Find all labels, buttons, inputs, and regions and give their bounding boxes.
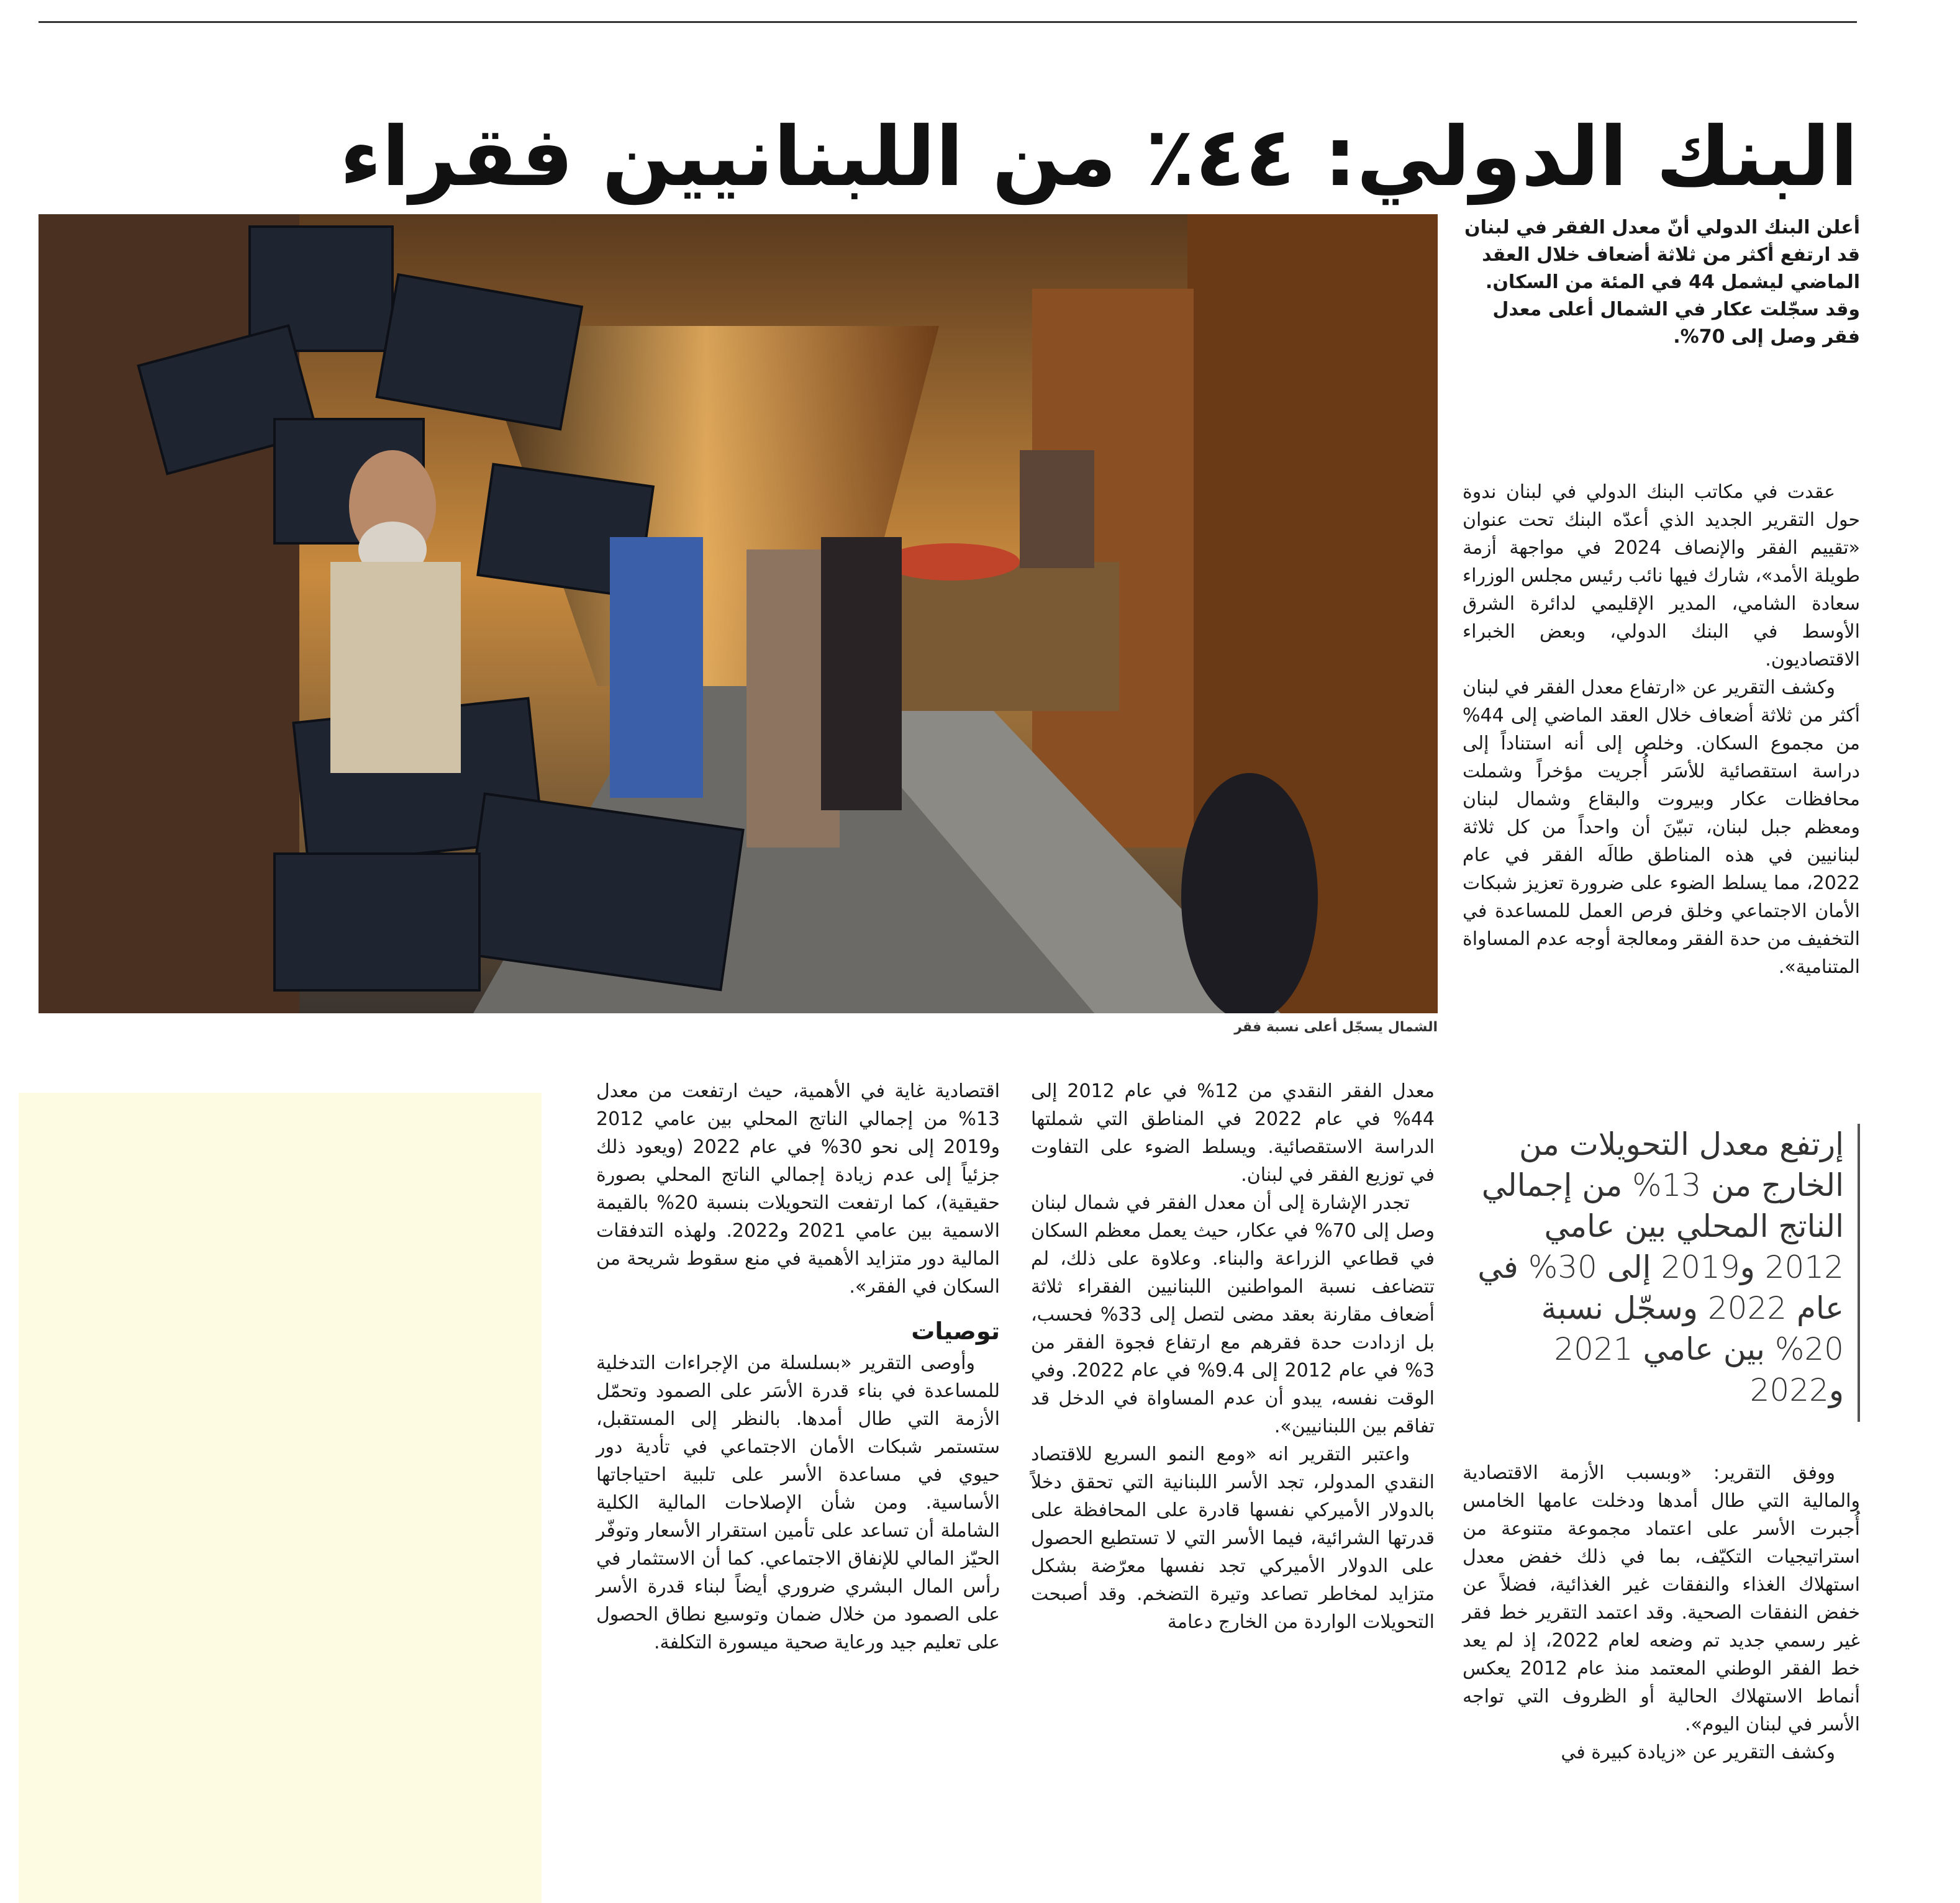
article-column-left: [596, 1077, 1000, 1657]
section-subhead: توصيات: [911, 1318, 1000, 1345]
article-column-middle: [1031, 1077, 1435, 1636]
col2-paragraph-2: تجدر الإشارة إلى أن معدل الفقر في شمال لبنان وصل إلى 70% في عكار، حيث يعمل معظم السكان في قطاعي الزراعة والبناء. وعلاوة على ذلك، لم تتضاعف نسبة المواطنين اللبنانيين الفقراء ثلاثة أضعاف مقارنة بعقد مضى لتصل إلى 33% فحسب، بل ازدادت حدة فقرهم مع ارتفاع فجوة الفقر من 3% في عام 2012 إلى 9.4% في عام 2022. وفي الوقت نفسه، يبدو أن عدم المساواة في الدخل قد تفاقم بين اللبنانيين».: [1031, 1192, 1435, 1437]
col1-paragraph-4: وكشف التقرير عن «زيادة كبيرة في: [1561, 1742, 1835, 1763]
col1-paragraph-1: عقدت في مكاتب البنك الدولي في لبنان ندوة حول التقرير الجديد الذي أعدّه البنك تحت عنوان «تقييم الفقر والإنصاف 2024 في مواجهة أزمة طويلة الأمد»، شارك فيها نائب رئيس مجلس الوزراء سعادة الشامي، المدير الإقليمي لدائرة الشرق الأوسط في البنك الدولي، وبعض الخبراء الاقتصاديون.: [1463, 481, 1860, 671]
col2-paragraph-3: واعتبر التقرير انه «ومع النمو السريع للاقتصاد النقدي المدولر، تجد الأسر اللبنانية التي تحقق دخلاً بالدولار الأميركي نفسها قادرة على المحافظة على قدرتها الشرائية، فيما الأسر التي لا تستطيع الحصول على الدولار الأميركي تجد نفسها معرّضة بشكل متزايد لمخاطر تصاعد وتيرة التضخم. وقد أصبحت التحويلات الواردة من الخارج دعامة: [1031, 1444, 1435, 1633]
col1-paragraph-2: وكشف التقرير عن «ارتفاع معدل الفقر في لبنان أكثر من ثلاثة أضعاف خلال العقد الماضي إلى 44% من مجموع السكان. وخلص إلى أنه استناداً إلى دراسة استقصائية للأسَر أُجريت مؤخراً وشملت محافظات عكار وبيروت والبقاع وشمال لبنان ومعظم جبل لبنان، تبيّنَ أن واحداً من كل ثلاثة لبنانيين في هذه المناطق طالَه الفقر في عام 2022، مما يسلط الضوء على ضرورة تعزيز شبكات الأمان الاجتماعي وخلق فرص العمل للمساعدة في التخفيف من حدة الفقر ومعالجة أوجه عدم المساواة المتنامية».: [1463, 677, 1860, 978]
col3-paragraph-2: وأوصى التقرير «بسلسلة من الإجراءات التدخلية للمساعدة في بناء قدرة الأسَر على الصمود وتحمّل الأزمة التي طال أمدها. بالنظر إلى المستقبل، ستستمر شبكات الأمان الاجتماعي في تأدية دور حيوي في مساعدة الأسر على تلبية احتياجاتها الأساسية. ومن شأن الإصلاحات المالية الكلية الشاملة أن تساعد على تأمين استقرار الأسعار وتوفّر الحيّز المالي للإنفاق الاجتماعي. كما أن الاستثمار في رأس المال البشري ضروري أيضاً لبناء قدرة الأسر على الصمود من خلال ضمان وتوسيع نطاق الحصول على تعليم جيد ورعاية صحية ميسورة التكلفة.: [596, 1352, 1000, 1653]
lead-paragraph: أعلن البنك الدولي أنّ معدل الفقر في لبنان قد ارتفع أكثر من ثلاثة أضعاف خلال العقد الماضي ليشمل 44 في المئة من السكان. وقد سجّلت عكار في الشمال أعلى معدل فقر وصل إلى 70%.: [1464, 217, 1860, 348]
article-column-right-bottom: [1463, 1459, 1860, 1766]
col2-paragraph-1: معدل الفقر النقدي من 12% في عام 2012 إلى 44% في عام 2022 في المناطق التي شملتها الدراسة الاستقصائية. ويسلط الضوء على التفاوت في توزيع الفقر في لبنان.: [1031, 1080, 1435, 1186]
col1-paragraph-3: ووفق التقرير: «وبسبب الأزمة الاقتصادية والمالية التي طال أمدها ودخلت عامها الخامس أُجبرت الأسر على اعتماد مجموعة متنوعة من استراتيجيات التكيّف، بما في ذلك خفض معدل استهلاك الغذاء والنفقات غير الغذائية، فضلاً عن خفض النفقات الصحية. وقد اعتمد التقرير خط فقر غير رسمي جديد تم وضعه لعام 2022، إذ لم يعد خط الفقر الوطني المعتمد منذ عام 2012 يعكس أنماط الاستهلاك الحالية أو الظروف التي تواجه الأسر في لبنان اليوم».: [1463, 1462, 1860, 1735]
article-column-right-top: [1463, 478, 1860, 981]
top-rule: [39, 21, 1857, 23]
market-photo: [39, 214, 1438, 1013]
yellow-blank-panel: [19, 1093, 542, 1903]
photo-caption: الشمال يسجّل أعلى نسبة فقر: [1234, 1019, 1438, 1035]
pull-quote: إرتفع معدل التحويلات من الخارج من 13% من إجمالي الناتج المحلي بين عامي 2012 و2019 إلى 30% في عام 2022 وسجّل نسبة 20% بين عامي 2021 و2022: [1463, 1124, 1860, 1422]
col3-paragraph-1: اقتصادية غاية في الأهمية، حيث ارتفعت من معدل 13% من إجمالي الناتج المحلي بين عامي 2012 و2019 إلى نحو 30% في عام 2022 (ويعود ذلك جزئياً إلى عدم زيادة إجمالي الناتج المحلي بصورة حقيقية)، كما ارتفعت التحويلات بنسبة 20% بالقيمة الاسمية بين عامي 2021 و2022. ولهذه التدفقات المالية دور متزايد الأهمية في منع سقوط شريحة من السكان في الفقر».: [596, 1080, 1000, 1298]
market-scene-illustration: [39, 214, 1438, 1013]
headline: البنك الدولي: ٤٤٪ من اللبنانيين فقراء: [340, 109, 1858, 206]
